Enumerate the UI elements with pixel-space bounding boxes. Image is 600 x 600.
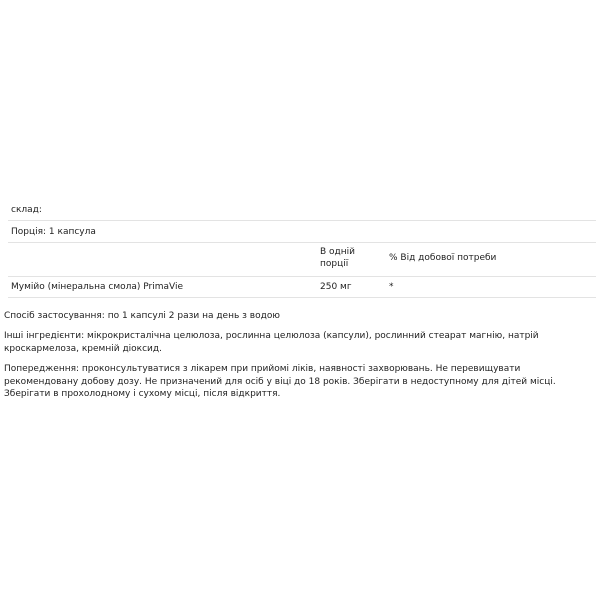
ingredient-amount: 250 мг — [320, 282, 352, 292]
ingredient-daily-value: * — [389, 282, 394, 292]
amount-header-line2: порції — [320, 259, 349, 270]
serving-size: Порція: 1 капсула — [11, 226, 96, 237]
supplement-facts-panel — [8, 200, 596, 298]
warning-text: Попередження: проконсультуватися з лікарем при прийомі ліків, наявності захворювань. Не перевищувати рекомендовану добову дозу. Не призначений для осіб у віці до 18 років. Зберігати в недоступному для дітей місці. Зберігати в прохолодному і сухому місці, після відкриття. — [4, 364, 556, 399]
amount-header-line1: В одній — [320, 247, 355, 258]
other-ingredients: Інші інгредієнти: мікрокристалічна целюлоза, рослинна целюлоза (капсули), рослинний стеарат магнію, натрій кроскармелоза, кремній діоксид. — [4, 331, 539, 354]
amount-per-serving-header — [320, 246, 380, 270]
facts-title: склад: — [11, 205, 42, 215]
daily-value-header: % Від добової потреби — [389, 253, 497, 264]
facts-header-row — [8, 243, 596, 277]
usage-directions: Спосіб застосування: по 1 капсулі 2 рази на день з водою — [4, 311, 280, 321]
facts-title-row — [8, 200, 596, 221]
ingredient-row — [8, 277, 596, 298]
ingredient-name: Мумійо (мінеральна смола) PrimaVie — [11, 282, 183, 292]
serving-size-row — [8, 221, 596, 243]
